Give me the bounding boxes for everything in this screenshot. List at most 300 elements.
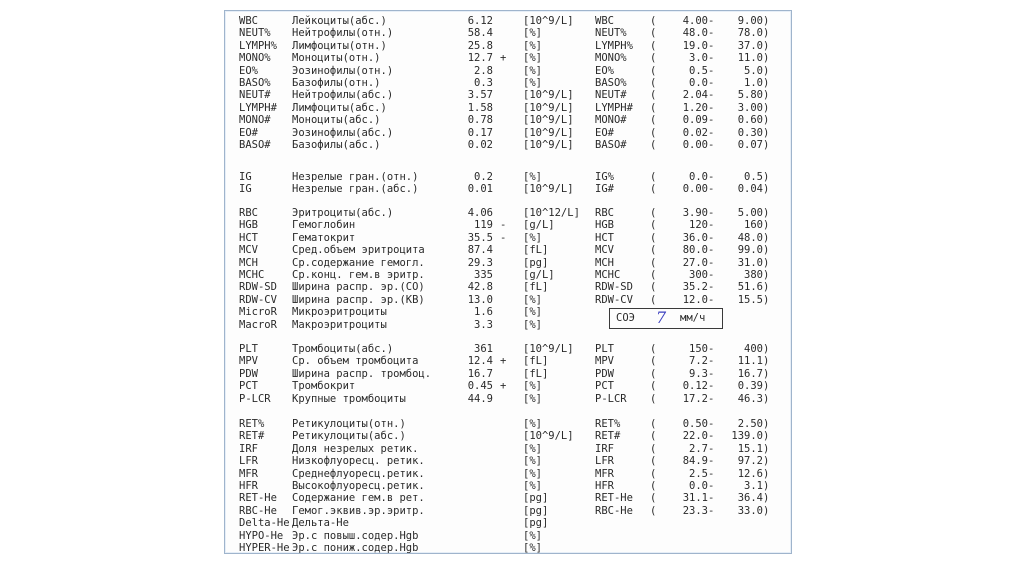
- row-name: Ср. объем тромбоцита: [292, 355, 419, 368]
- range-close: ): [763, 392, 770, 405]
- range-open: (: [650, 455, 657, 468]
- row-name: Эозинофилы(отн.): [292, 64, 394, 77]
- row-unit: [%]: [523, 27, 542, 40]
- row-name: Моноциты(отн.): [292, 52, 381, 65]
- range-close: ): [763, 430, 770, 443]
- row-name: Лимфоциты(абс.): [292, 101, 387, 114]
- table-row: [225, 443, 791, 455]
- row-code: RET%: [239, 418, 265, 430]
- table-row: [225, 27, 791, 39]
- row-unit: [fL]: [523, 367, 549, 380]
- row-code: EO#: [239, 126, 258, 139]
- range-open: (: [650, 183, 657, 196]
- row-value: 16.7: [467, 367, 493, 380]
- table-row: [225, 40, 791, 52]
- row-unit: [fL]: [523, 281, 549, 294]
- row-ref-high: 0.5: [744, 171, 763, 183]
- row-unit: [pg]: [523, 256, 549, 269]
- esr-unit: мм/ч: [680, 312, 706, 324]
- range-open: (: [650, 504, 657, 517]
- row-ref-low: 36.0: [682, 231, 708, 244]
- range-close: ): [763, 442, 770, 455]
- range-open: (: [650, 171, 657, 183]
- range-close: ): [763, 89, 770, 102]
- row-value: 44.9: [467, 392, 493, 405]
- row-value: 0.17: [467, 126, 493, 139]
- row-name: Нейтрофилы(отн.): [292, 27, 394, 40]
- range-open: (: [650, 467, 657, 480]
- range-dash: -: [708, 281, 715, 294]
- row-unit: [fL]: [523, 355, 549, 368]
- row-name: Микроэритроциты: [292, 306, 387, 319]
- row-name: Среднефлуоресц.ретик.: [292, 467, 425, 480]
- row-ref-code: LYMPH#: [595, 101, 633, 114]
- row-name: Эритроциты(абс.): [292, 207, 394, 219]
- row-ref-code: EO%: [595, 64, 614, 77]
- table-row: [225, 393, 791, 405]
- range-close: ): [763, 114, 770, 127]
- row-unit: [%]: [523, 480, 542, 492]
- row-value: 42.8: [467, 281, 493, 294]
- row-code: MONO%: [239, 52, 271, 65]
- row-code: HGB: [239, 219, 258, 232]
- range-open: (: [650, 492, 657, 505]
- row-ref-code: NEUT#: [595, 89, 627, 102]
- range-open: (: [650, 219, 657, 232]
- row-ref-high: 31.0: [737, 256, 763, 269]
- row-ref-code: HFR: [595, 480, 614, 492]
- row-name: Базофилы(отн.): [292, 77, 381, 89]
- row-value: 2.8: [474, 64, 493, 77]
- row-code: IG: [239, 183, 252, 196]
- row-unit: [%]: [523, 77, 542, 89]
- row-name: Ширина распр. эр.(СО): [292, 281, 425, 294]
- row-ref-code: MPV: [595, 355, 614, 368]
- range-dash: -: [708, 430, 715, 443]
- row-value: 0.2: [474, 171, 493, 183]
- row-ref-code: IG%: [595, 171, 614, 183]
- row-ref-low: 120: [689, 219, 708, 232]
- range-open: (: [650, 343, 657, 355]
- range-close: ): [763, 269, 770, 281]
- row-ref-high: 46.3: [737, 392, 763, 405]
- row-name: Лейкоциты(абс.): [292, 15, 387, 27]
- row-code: HCT: [239, 231, 258, 244]
- row-unit: [%]: [523, 542, 542, 554]
- range-dash: -: [708, 293, 715, 306]
- row-name: Эр.с повыш.содер.Hgb: [292, 529, 419, 542]
- range-close: ): [763, 293, 770, 306]
- row-ref-high: 11.1: [737, 355, 763, 368]
- row-ref-low: 0.0: [689, 77, 708, 89]
- row-value: 58.4: [467, 27, 493, 40]
- row-ref-low: 300: [689, 269, 708, 281]
- row-ref-low: 3.0: [689, 52, 708, 65]
- row-ref-low: 0.12: [682, 380, 708, 393]
- range-dash: -: [708, 64, 715, 77]
- row-unit: [%]: [523, 52, 542, 65]
- range-close: ): [763, 455, 770, 468]
- row-value: 0.01: [467, 183, 493, 196]
- table-row: [225, 455, 791, 467]
- row-name: Низкофлуоресц. ретик.: [292, 455, 425, 468]
- row-flag: -: [500, 219, 507, 232]
- table-row: [225, 281, 791, 293]
- row-code: HYPO-He: [239, 529, 284, 542]
- range-open: (: [650, 430, 657, 443]
- row-ref-low: 27.0: [682, 256, 708, 269]
- row-unit: [pg]: [523, 492, 549, 505]
- row-code: BASO#: [239, 139, 271, 151]
- row-name: Незрелые гран.(абс.): [292, 183, 419, 196]
- range-dash: -: [708, 256, 715, 269]
- row-flag: -: [500, 231, 507, 244]
- row-code: EO%: [239, 64, 258, 77]
- table-row: [225, 480, 791, 492]
- row-ref-high: 3.1: [744, 480, 763, 492]
- row-ref-high: 97.2: [737, 455, 763, 468]
- range-dash: -: [708, 467, 715, 480]
- table-row: [225, 468, 791, 480]
- row-code: PCT: [239, 380, 258, 393]
- row-ref-high: 51.6: [737, 281, 763, 294]
- range-open: (: [650, 114, 657, 127]
- row-ref-high: 1.0: [744, 77, 763, 89]
- row-unit: [%]: [523, 306, 542, 319]
- row-ref-low: 22.0: [682, 430, 708, 443]
- range-close: ): [763, 126, 770, 139]
- range-dash: -: [708, 171, 715, 183]
- row-value: 0.3: [474, 77, 493, 89]
- row-unit: [%]: [523, 318, 542, 331]
- row-name: Содержание гем.в рет.: [292, 492, 425, 505]
- range-close: ): [763, 467, 770, 480]
- range-open: (: [650, 281, 657, 294]
- row-code: LYMPH%: [239, 39, 277, 52]
- range-dash: -: [708, 89, 715, 102]
- row-ref-high: 11.0: [737, 52, 763, 65]
- row-ref-code: RET-He: [595, 492, 633, 505]
- range-close: ): [763, 207, 770, 219]
- table-row: [225, 183, 791, 195]
- row-code: MONO#: [239, 114, 271, 127]
- row-code: NEUT%: [239, 27, 271, 40]
- range-dash: -: [708, 392, 715, 405]
- row-value: 0.78: [467, 114, 493, 127]
- row-name: Ширина распр. тромбоц.: [292, 367, 432, 380]
- range-dash: -: [708, 27, 715, 40]
- table-row: [225, 244, 791, 256]
- row-unit: [10^9/L]: [523, 114, 574, 127]
- row-ref-low: 0.0: [689, 480, 708, 492]
- row-unit: [%]: [523, 455, 542, 468]
- row-code: HFR: [239, 480, 258, 492]
- row-ref-low: 2.04: [682, 89, 708, 102]
- range-close: ): [763, 77, 770, 89]
- row-ref-code: MONO#: [595, 114, 627, 127]
- row-ref-high: 78.0: [737, 27, 763, 40]
- row-code: NEUT#: [239, 89, 271, 102]
- table-row: [225, 355, 791, 367]
- row-unit: [10^9/L]: [523, 126, 574, 139]
- range-dash: -: [708, 39, 715, 52]
- range-open: (: [650, 392, 657, 405]
- range-close: ): [763, 139, 770, 151]
- range-close: ): [763, 380, 770, 393]
- row-ref-low: 0.50: [682, 418, 708, 430]
- row-unit: [%]: [523, 467, 542, 480]
- range-close: ): [763, 244, 770, 257]
- range-open: (: [650, 418, 657, 430]
- row-value: 29.3: [467, 256, 493, 269]
- row-ref-low: 0.0: [689, 171, 708, 183]
- range-dash: -: [708, 207, 715, 219]
- range-close: ): [763, 52, 770, 65]
- table-row: [225, 380, 791, 392]
- row-ref-code: MONO%: [595, 52, 627, 65]
- row-ref-code: RET#: [595, 430, 621, 443]
- row-ref-code: RBC-He: [595, 504, 633, 517]
- row-code: P-LCR: [239, 392, 271, 405]
- row-unit: [%]: [523, 293, 542, 306]
- range-close: ): [763, 343, 770, 355]
- table-row: [225, 343, 791, 355]
- row-ref-high: 3.00: [737, 101, 763, 114]
- row-name: Ср.содержание гемогл.: [292, 256, 425, 269]
- row-flag: +: [500, 355, 507, 368]
- lab-results-sheet: [224, 10, 792, 554]
- range-open: (: [650, 442, 657, 455]
- row-unit: [%]: [523, 380, 542, 393]
- table-row: [225, 505, 791, 517]
- row-value: 87.4: [467, 244, 493, 257]
- row-ref-low: 12.0: [682, 293, 708, 306]
- range-open: (: [650, 231, 657, 244]
- range-open: (: [650, 367, 657, 380]
- row-ref-high: 15.1: [737, 442, 763, 455]
- row-code: RET-He: [239, 492, 277, 505]
- row-code: RDW-CV: [239, 293, 277, 306]
- table-row: [225, 269, 791, 281]
- row-value: 1.58: [467, 101, 493, 114]
- row-ref-code: BASO%: [595, 77, 627, 89]
- row-ref-code: RBC: [595, 207, 614, 219]
- range-open: (: [650, 64, 657, 77]
- row-ref-code: NEUT%: [595, 27, 627, 40]
- range-close: ): [763, 418, 770, 430]
- row-ref-high: 139.0: [731, 430, 763, 443]
- esr-handwritten-value: 7: [656, 308, 667, 327]
- row-code: MCV: [239, 244, 258, 257]
- range-dash: -: [708, 139, 715, 151]
- row-unit: [pg]: [523, 504, 549, 517]
- range-close: ): [763, 355, 770, 368]
- range-close: ): [763, 504, 770, 517]
- range-dash: -: [708, 355, 715, 368]
- row-ref-high: 5.0: [744, 64, 763, 77]
- row-ref-high: 99.0: [737, 244, 763, 257]
- row-ref-high: 400: [744, 343, 763, 355]
- table-row: [225, 232, 791, 244]
- row-ref-high: 37.0: [737, 39, 763, 52]
- range-open: (: [650, 27, 657, 40]
- row-ref-code: MCH: [595, 256, 614, 269]
- row-code: HYPER-He: [239, 542, 290, 554]
- row-ref-high: 12.6: [737, 467, 763, 480]
- row-unit: [10^9/L]: [523, 15, 574, 27]
- row-code: LFR: [239, 455, 258, 468]
- row-ref-code: PCT: [595, 380, 614, 393]
- row-code: MCHC: [239, 269, 265, 281]
- row-ref-code: WBC: [595, 15, 614, 27]
- row-code: BASO%: [239, 77, 271, 89]
- range-dash: -: [708, 480, 715, 492]
- table-row: [225, 89, 791, 101]
- table-row: [225, 171, 791, 183]
- row-ref-low: 19.0: [682, 39, 708, 52]
- row-value: 12.7: [467, 52, 493, 65]
- range-dash: -: [708, 15, 715, 27]
- table-row: [225, 430, 791, 442]
- range-dash: -: [708, 77, 715, 89]
- range-open: (: [650, 293, 657, 306]
- row-ref-high: 33.0: [737, 504, 763, 517]
- row-unit: [%]: [523, 418, 542, 430]
- table-row: [225, 492, 791, 504]
- range-dash: -: [708, 504, 715, 517]
- row-ref-high: 0.04: [737, 183, 763, 196]
- row-ref-low: 1.20: [682, 101, 708, 114]
- range-dash: -: [708, 343, 715, 355]
- row-ref-low: 0.00: [682, 139, 708, 151]
- row-name: Моноциты(абс.): [292, 114, 381, 127]
- row-ref-low: 80.0: [682, 244, 708, 257]
- range-close: ): [763, 15, 770, 27]
- range-dash: -: [708, 269, 715, 281]
- row-ref-code: IRF: [595, 442, 614, 455]
- table-row: [225, 114, 791, 126]
- row-value: 0.02: [467, 139, 493, 151]
- row-ref-high: 15.5: [737, 293, 763, 306]
- row-name: Сред.объем эритроцита: [292, 244, 425, 257]
- table-row: [225, 294, 791, 306]
- range-close: ): [763, 39, 770, 52]
- table-row: [225, 52, 791, 64]
- row-ref-high: 0.07: [737, 139, 763, 151]
- range-open: (: [650, 39, 657, 52]
- row-unit: [%]: [523, 171, 542, 183]
- row-ref-high: 16.7: [737, 367, 763, 380]
- row-ref-low: 3.90: [682, 207, 708, 219]
- row-ref-code: P-LCR: [595, 392, 627, 405]
- row-ref-high: 0.60: [737, 114, 763, 127]
- row-code: IRF: [239, 442, 258, 455]
- row-name: Доля незрелых ретик.: [292, 442, 419, 455]
- row-value: 335: [474, 269, 493, 281]
- table-row: [225, 257, 791, 269]
- range-open: (: [650, 89, 657, 102]
- range-close: ): [763, 480, 770, 492]
- row-ref-code: LYMPH%: [595, 39, 633, 52]
- row-value: 1.6: [474, 306, 493, 319]
- row-ref-high: 380: [744, 269, 763, 281]
- row-value: 12.4: [467, 355, 493, 368]
- table-row: [225, 418, 791, 430]
- range-open: (: [650, 256, 657, 269]
- row-ref-low: 48.0: [682, 27, 708, 40]
- row-code: MFR: [239, 467, 258, 480]
- range-close: ): [763, 64, 770, 77]
- row-ref-code: MCHC: [595, 269, 621, 281]
- row-flag: +: [500, 52, 507, 65]
- row-ref-code: RDW-SD: [595, 281, 633, 294]
- row-ref-low: 35.2: [682, 281, 708, 294]
- row-code: PLT: [239, 343, 258, 355]
- row-code: MPV: [239, 355, 258, 368]
- row-name: Высокофлуоресц.ретик.: [292, 480, 425, 492]
- row-code: RBC: [239, 207, 258, 219]
- row-ref-code: BASO#: [595, 139, 627, 151]
- row-code: RDW-SD: [239, 281, 277, 294]
- range-close: ): [763, 256, 770, 269]
- row-ref-high: 0.39: [737, 380, 763, 393]
- row-name: Дельта-Не: [292, 517, 349, 530]
- table-row: [225, 127, 791, 139]
- range-open: (: [650, 77, 657, 89]
- range-open: (: [650, 480, 657, 492]
- row-ref-code: IG#: [595, 183, 614, 196]
- row-name: Гемоглобин: [292, 219, 356, 232]
- range-dash: -: [708, 183, 715, 196]
- row-name: Базофилы(абс.): [292, 139, 381, 151]
- row-code: MCH: [239, 256, 258, 269]
- row-value: 13.0: [467, 293, 493, 306]
- row-name: Лимфоциты(отн.): [292, 39, 387, 52]
- row-unit: [10^9/L]: [523, 343, 574, 355]
- row-unit: [%]: [523, 39, 542, 52]
- row-unit: [10^9/L]: [523, 183, 574, 196]
- range-dash: -: [708, 219, 715, 232]
- row-unit: [%]: [523, 64, 542, 77]
- range-dash: -: [708, 114, 715, 127]
- row-value: 4.06: [467, 207, 493, 219]
- table-row: [225, 139, 791, 151]
- row-unit: [10^9/L]: [523, 139, 574, 151]
- range-dash: -: [708, 244, 715, 257]
- table-row: [225, 517, 791, 529]
- range-open: (: [650, 207, 657, 219]
- table-row: [225, 530, 791, 542]
- row-ref-code: EO#: [595, 126, 614, 139]
- row-ref-low: 31.1: [682, 492, 708, 505]
- row-ref-low: 84.9: [682, 455, 708, 468]
- row-ref-code: RET%: [595, 418, 621, 430]
- table-row: [225, 65, 791, 77]
- range-dash: -: [708, 380, 715, 393]
- row-value: 361: [474, 343, 493, 355]
- row-flag: +: [500, 380, 507, 393]
- row-value: 3.57: [467, 89, 493, 102]
- row-ref-code: HGB: [595, 219, 614, 232]
- row-unit: [g/L]: [523, 219, 555, 232]
- range-dash: -: [708, 101, 715, 114]
- range-close: ): [763, 281, 770, 294]
- range-open: (: [650, 101, 657, 114]
- row-code: IG: [239, 171, 252, 183]
- row-code: RBC-He: [239, 504, 277, 517]
- row-unit: [%]: [523, 529, 542, 542]
- row-ref-low: 4.00: [682, 15, 708, 27]
